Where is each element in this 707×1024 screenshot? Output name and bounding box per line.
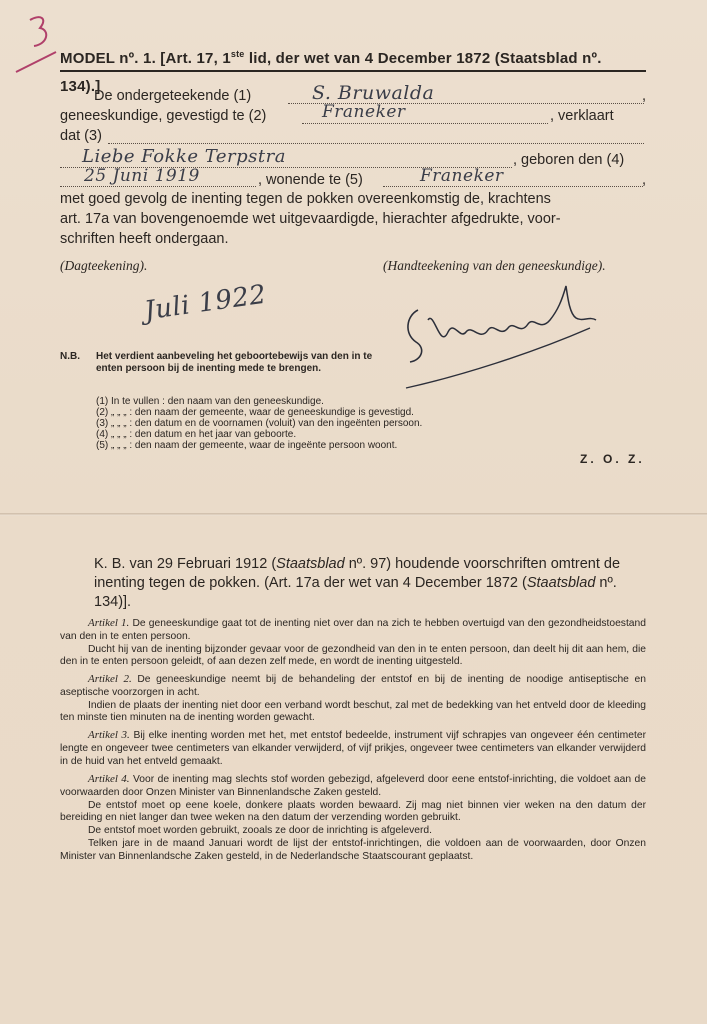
header-text-b: lid, der wet van 4 December 1872 (Staatsblad nº. 134).] <box>60 50 602 95</box>
hand-child-name: Liebe Fokke Terpstra <box>82 146 286 167</box>
signature-label: (Handteekening van den geneeskundige). <box>383 258 606 273</box>
form-line-4: , geboren den (4) <box>513 152 625 168</box>
comma-2: , <box>642 172 647 188</box>
form-line-7: art. 17a van bovengenoemde wet uitgevaardigde, hierachter afgedrukte, voor- <box>60 211 561 227</box>
form-line-6: met goed gevolg de inenting tegen de pokken overeenkomstig de, krachtens <box>60 191 551 207</box>
footnote-4: (4) „ „ „ : den datum en het jaar van geboorte. <box>96 429 297 440</box>
header-sup: ste <box>230 49 245 59</box>
article-4: Artikel 4. Voor de inenting mag slechts stof worden gebezigd, afgeleverd door eene entstof-inrichting, die voldoet aan de voorwaarden door Onzen Minister van Binnenlandsche Zaken gesteld. De entstof moet op eene koele, donkere plaats worden bewaard. Zij mag niet binnen vier weken na den datum der bereiding en niet langer dan twee weken na den datum der verzending worden gebruikt. De entstof moet worden gebruikt, zooals ze door de inrichting is afgeleverd. Telken jare in de maand Januari wordt de lijst der entstof-inrichtingen, die voldoen aan de voorwaarden, door Onzen Minister van Binnenlandsche Zaken gesteld, in de Nederlandsche Staatscourant geplaatst. <box>60 773 646 862</box>
comma-1: , <box>642 88 647 104</box>
hand-residence: Franeker <box>322 102 406 122</box>
footnote-5: (5) „ „ „ : den naam der gemeente, waar de ingeënte persoon woont. <box>96 440 398 451</box>
article-3: Artikel 3. Bij elke inenting worden met het, met entstof bedeelde, instrument vijf schrapjes van ongeveer één centimeter lengte en ongeveer twee centimeters van elkander verwijderd, of vijf prikjes, ongeveer twee centimeters van elkander verwijderd in de huid van het entveld gemaakt. <box>60 729 646 767</box>
physician-signature <box>400 280 610 400</box>
article-1: Artikel 1. De geneeskundige gaat tot de inenting niet over dan na zich te hebben overtuigd van den gezondheidstoestand van den in te enten persoon. Ducht hij van de inenting bijzonder gevaar voor de gezondheid van den in te enten persoon, dan deelt hij dit aan hem, die den in te enten persoon geleidt, of aan dezen zelf mede, en wordt de inenting uitgesteld. <box>60 617 646 668</box>
nb-text: Het verdient aanbeveling het geboortebewijs van den in te enten persoon bij de inenting mede te brengen. <box>96 351 373 374</box>
header-text-a: MODEL nº. 1. [Art. 17, 1 <box>60 50 231 67</box>
form-line-2: geneeskundige, gevestigd te (2) <box>60 108 267 124</box>
paper-fold <box>0 513 707 516</box>
kb-heading: K. B. van 29 Februari 1912 (Staatsblad nº. 97) houdende voorschriften omtrent de inenting tegen de pokken. (Art. 17a der wet van 4 December 1872 (Staatsblad nº. 134)]. <box>94 556 621 610</box>
footnote-2: (2) „ „ „ : den naam der gemeente, waar de geneeskundige is gevestigd. <box>96 407 414 418</box>
date-label: (Dagteekening). <box>60 258 148 273</box>
form-line-3: dat (3) <box>60 128 102 144</box>
zoz-marker: Z. O. Z. <box>580 452 645 466</box>
hand-date: Juli 1922 <box>142 279 269 327</box>
article-2: Artikel 2. De geneeskundige neemt bij de behandeling der entstof en bij de inenting de noodige antiseptische en aseptische voorzorgen in acht. Indien de plaats der inenting niet door een verband wordt beschut, zal met de bedekking van het entveld door de kleeding ten minste tien minuten na de inenting worden gewacht. <box>60 673 646 724</box>
red-margin-mark <box>14 8 58 78</box>
form-line-1: De ondergeteekende (1) <box>94 88 252 104</box>
hand-birthdate: 25 Juni 1919 <box>84 166 200 186</box>
footnote-1: (1) In te vullen : den naam van den geneeskundige. <box>96 396 324 407</box>
nb-label: N.B. <box>60 351 80 362</box>
form-line-5: , wonende te (5) <box>258 172 363 188</box>
form-line-8: schriften heeft ondergaan. <box>60 231 229 247</box>
hand-physician-name: S. Bruwalda <box>312 82 435 104</box>
hand-child-residence: Franeker <box>420 166 504 186</box>
footnote-3: (3) „ „ „ : den datum en de voornamen (voluit) van den ingeënten persoon. <box>96 418 423 429</box>
form-line-2b: , verklaart <box>550 108 614 124</box>
